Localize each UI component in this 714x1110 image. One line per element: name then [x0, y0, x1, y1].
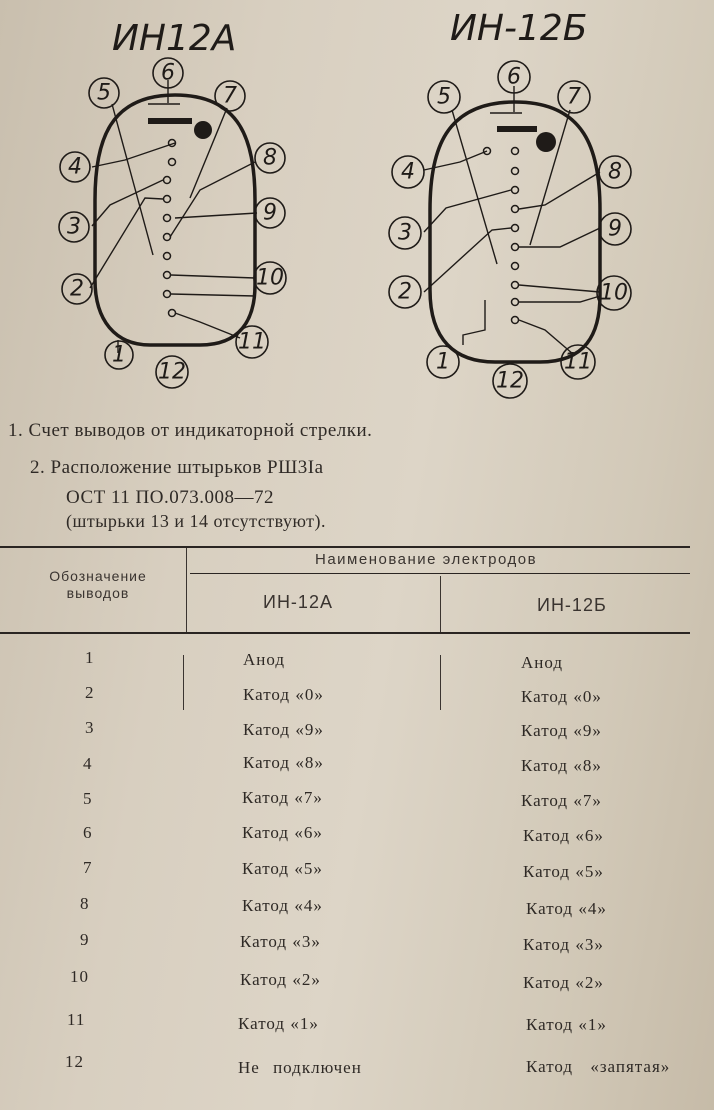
indicator-bar	[497, 126, 537, 132]
svg-text:11: 11	[564, 349, 592, 375]
cell-pin: 5	[83, 789, 93, 808]
cell-pin: 7	[83, 858, 93, 877]
diagram-title-in12a: ИН12А	[112, 18, 237, 59]
svg-text:8: 8	[263, 145, 277, 171]
svg-text:4: 4	[401, 159, 415, 185]
indicator-dot	[536, 132, 556, 152]
cell-in12b: Катод «1»	[526, 1015, 607, 1034]
table-header-rule	[0, 632, 690, 634]
cell-in12a: Катод «1»	[238, 1014, 319, 1033]
pinout-diagrams	[0, 0, 714, 420]
group-header: Наименование электродов	[315, 551, 538, 568]
cell-in12a: Анод	[243, 650, 286, 669]
cell-in12b: Катод «6»	[523, 826, 604, 845]
svg-text:6: 6	[161, 60, 175, 86]
svg-text:9: 9	[263, 200, 277, 226]
col-header-in12a: ИН-12А	[263, 592, 333, 612]
pin-labels-in12a	[59, 58, 286, 388]
inner-pins	[164, 140, 176, 317]
cell-pin: 11	[67, 1010, 86, 1029]
cell-in12a: Катод «5»	[242, 859, 323, 878]
svg-text:12: 12	[158, 359, 186, 385]
cell-in12a: Катод «9»	[243, 720, 324, 739]
cell-pin: 12	[65, 1052, 84, 1071]
note-2: 2. Расположение штырьков РШ3Iа	[30, 457, 324, 478]
header-divider	[186, 548, 187, 632]
cell-in12b: Катод «5»	[523, 862, 604, 881]
indicator-bar	[148, 118, 192, 124]
diagram-title-in12b: ИН-12Б	[450, 8, 588, 49]
svg-text:1: 1	[112, 342, 126, 368]
cell-in12b: Катод «7»	[521, 791, 602, 810]
group-header-rule	[190, 573, 690, 574]
cell-in12a: Катод «4»	[242, 896, 323, 915]
svg-text:4: 4	[68, 154, 82, 180]
cell-in12a: Катод «0»	[243, 685, 324, 704]
cell-in12a: Не подключен	[238, 1058, 362, 1077]
cell-pin: 6	[83, 823, 93, 842]
svg-text:1: 1	[436, 349, 450, 375]
cell-in12b: Катод «0»	[521, 687, 602, 706]
svg-text:7: 7	[223, 83, 237, 109]
cell-pin: 8	[80, 894, 90, 913]
tube-outline	[95, 95, 255, 345]
cell-in12a: Катод «3»	[240, 932, 321, 951]
cell-in12b: Катод «2»	[523, 973, 604, 992]
cell-in12a: Катод «6»	[242, 823, 323, 842]
cell-in12a: Катод «7»	[242, 788, 323, 807]
diagram-in12b	[389, 8, 631, 398]
svg-text:2: 2	[398, 279, 412, 305]
indicator-dot	[194, 121, 212, 139]
cell-in12a: Катод «8»	[243, 753, 324, 772]
header-divider	[440, 576, 441, 632]
svg-text:3: 3	[398, 220, 412, 246]
cell-pin: 4	[83, 754, 93, 773]
svg-text:11: 11	[238, 329, 266, 355]
diagram-in12a	[59, 18, 286, 388]
cell-pin: 10	[70, 967, 89, 986]
body-divider	[440, 655, 441, 710]
col-header-in12b: ИН-12Б	[537, 595, 607, 615]
col-header-pins: Обозначение выводов	[49, 568, 147, 601]
svg-text:8: 8	[608, 159, 622, 185]
svg-text:2: 2	[70, 276, 84, 302]
svg-text:12: 12	[496, 368, 524, 394]
svg-text:6: 6	[507, 64, 521, 90]
cell-in12b: Катод «8»	[521, 756, 602, 775]
svg-text:7: 7	[567, 84, 581, 110]
svg-text:9: 9	[608, 216, 622, 242]
cell-in12b: Катод «9»	[521, 721, 602, 740]
svg-text:5: 5	[97, 80, 111, 106]
cell-pin: 9	[80, 930, 90, 949]
cell-pin: 2	[85, 683, 95, 702]
cell-in12b: Катод «запятая»	[526, 1057, 671, 1076]
body-divider	[183, 655, 184, 710]
svg-text:10: 10	[256, 265, 284, 291]
table-top-rule	[0, 546, 690, 548]
svg-text:5: 5	[437, 84, 451, 110]
pin-labels-in12b	[389, 61, 631, 398]
svg-text:10: 10	[600, 280, 628, 306]
cell-pin: 3	[85, 718, 95, 737]
cell-in12b: Анод	[521, 653, 564, 672]
note-2-remark: (штырьки 13 и 14 отсутствуют).	[66, 511, 327, 531]
cell-in12b: Катод «3»	[523, 935, 604, 954]
note-1: 1. Счет выводов от индикаторной стрелки.	[8, 420, 373, 441]
note-2-standard: ОСТ 11 ПО.073.008—72	[66, 487, 274, 508]
cell-in12b: Катод «4»	[526, 899, 607, 918]
svg-text:3: 3	[67, 214, 81, 240]
cell-pin: 1	[85, 648, 95, 667]
cell-in12a: Катод «2»	[240, 970, 321, 989]
